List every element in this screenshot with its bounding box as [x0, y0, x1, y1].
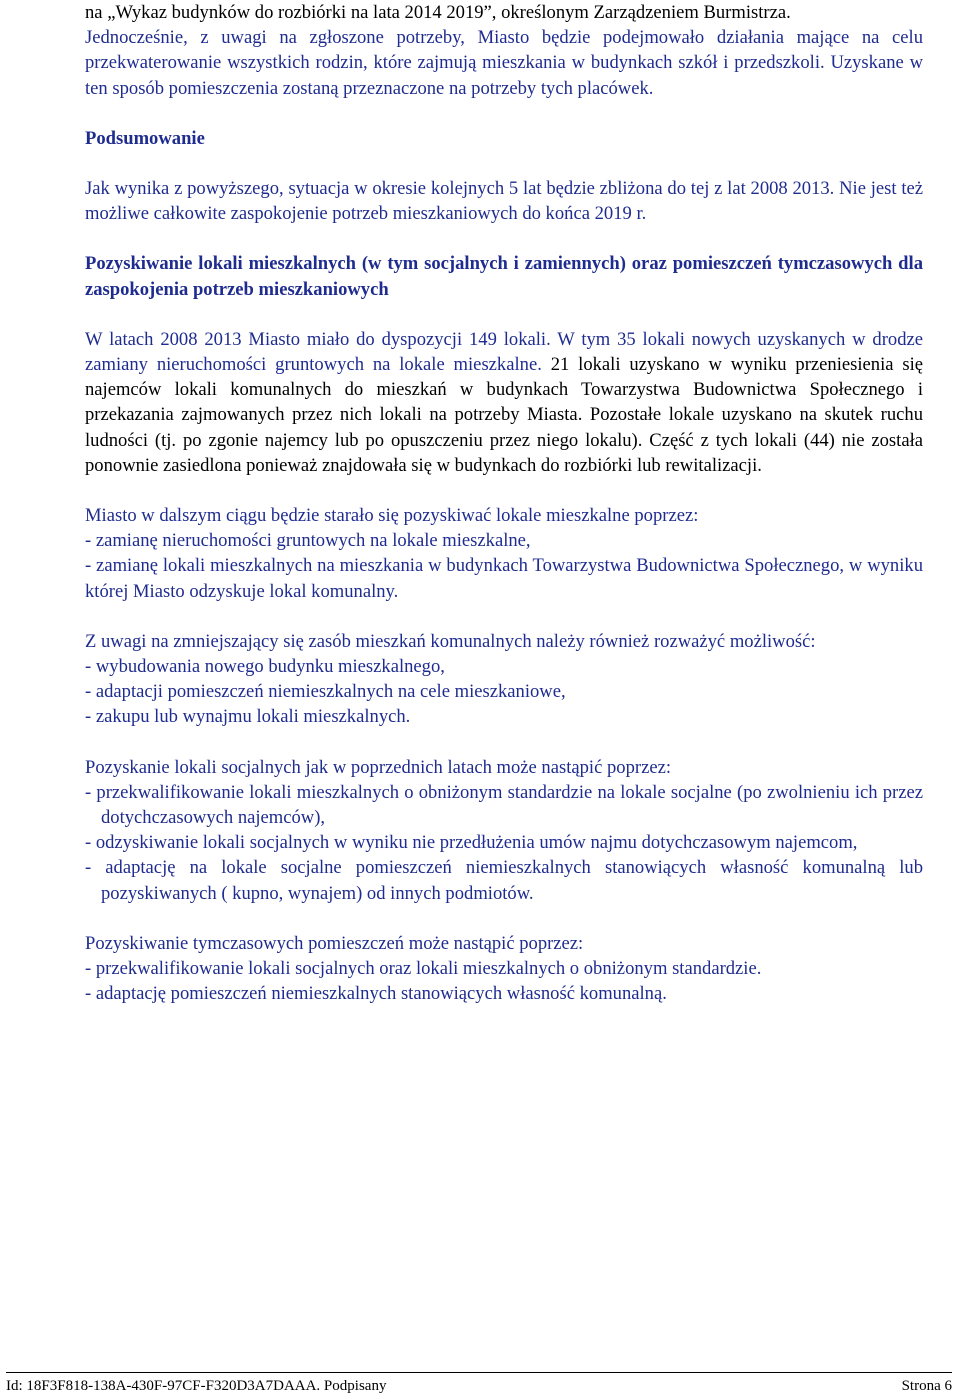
- social-item: - adaptację na lokale socjalne pomieszczeń niemieszkalnych stanowiących własność komunalną lub pozyskiwanych ( kupno, wynajem) od innych podmiotów.: [85, 857, 923, 904]
- acquisition-blue-text: W latach 2008 2013 Miasto miało do dyspozycji 149 lokali. W tym 35 lokali nowych uzyskanych w drodze zamiany nieruchomości gruntowych na lokale mieszkalne.: [85, 328, 923, 376]
- consider-item: - adaptacji pomieszczeń niemieszkalnych na cele mieszkaniowe,: [85, 681, 566, 703]
- intro-line: na „Wykaz budynków do rozbiórki na lata 2014 2019”, określonym Zarządzeniem Burmistrza.: [85, 2, 791, 23]
- footer-document-id: Id: 18F3F818-138A-430F-97CF-F320D3A7DAAA. Podpisany: [6, 1378, 387, 1394]
- social-intro: Pozyskanie lokali socjalnych jak w poprzednich latach może nastąpić poprzez:: [85, 756, 672, 778]
- acquisition-paragraph: [85, 327, 923, 478]
- document-page: [85, 0, 923, 1007]
- summary-heading: Podsumowanie: [85, 127, 205, 149]
- social-item: - odzyskiwanie lokali socjalnych w wyniku nie przedłużenia umów najmu dotychczasowym najemcom,: [85, 832, 858, 854]
- acquisition-heading: Pozyskiwanie lokali mieszkalnych (w tym socjalnych i zamiennych) oraz pomieszczeń tymczasowych dla zaspokojenia potrzeb mieszkaniowych: [85, 253, 923, 300]
- intro-paragraph: Jednocześnie, z uwagi na zgłoszone potrzeby, Miasto będzie podejmowało działania mające na celu przekwaterowanie wszystkich rodzin, które zajmują mieszkania w budynkach szkół i przedszkoli. Uzyskane w ten sposób pomieszczenia zostaną przeznaczone na potrzeby tych placówek.: [85, 27, 923, 99]
- acquisition-black-text: 21 lokali uzyskano w wyniku przeniesienia się najemców lokali komunalnych do mieszkań w budynkach Towarzystwa Budownictwa Społecznego i przekazania zajmowanych przez nich lokali na potrzeby Miasta. Pozostałe lokale uzyskano na skutek ruchu ludności (tj. po zgonie najemcy lub po opuszczeniu przez niego lokalu). Część z tych lokali (44) nie została ponownie zasiedlona ponieważ znajdowała się w budynkach do rozbiórki lub rewitalizacji.: [85, 354, 923, 476]
- page-footer: [6, 1372, 952, 1397]
- social-item: - przekwalifikowanie lokali mieszkalnych o obniżonym standardzie na lokale socjalne (po zwolnieniu ich przez dotychczasowych najemców),: [85, 781, 923, 829]
- temporary-intro: Pozyskiwanie tymczasowych pomieszczeń może nastąpić poprzez:: [85, 932, 584, 954]
- temporary-item: - adaptację pomieszczeń niemieszkalnych stanowiących własność komunalną.: [85, 983, 667, 1005]
- further-item: - zamianę nieruchomości gruntowych na lokale mieszkalne,: [85, 530, 531, 552]
- further-item: - zamianę lokali mieszkalnych na mieszkania w budynkach Towarzystwa Budownictwa Społecznego, w wyniku której Miasto odzyskuje lokal komunalny.: [85, 555, 923, 602]
- consider-item: - zakupu lub wynajmu lokali mieszkalnych.: [85, 706, 411, 728]
- consider-item: - wybudowania nowego budynku mieszkalnego,: [85, 656, 445, 678]
- further-intro: Miasto w dalszym ciągu będzie starało się pozyskiwać lokale mieszkalne poprzez:: [85, 505, 699, 527]
- consider-intro: Z uwagi na zmniejszający się zasób mieszkań komunalnych należy również rozważyć możliwość:: [85, 630, 816, 652]
- footer-page-number: Strona 6: [901, 1378, 952, 1394]
- summary-text: Jak wynika z powyższego, sytuacja w okresie kolejnych 5 lat będzie zbliżona do tej z lat 2008 2013. Nie jest też możliwe całkowite zaspokojenie potrzeb mieszkaniowych do końca 2019 r.: [85, 178, 923, 225]
- temporary-item: - przekwalifikowanie lokali socjalnych oraz lokali mieszkalnych o obniżonym standardzie.: [85, 958, 762, 980]
